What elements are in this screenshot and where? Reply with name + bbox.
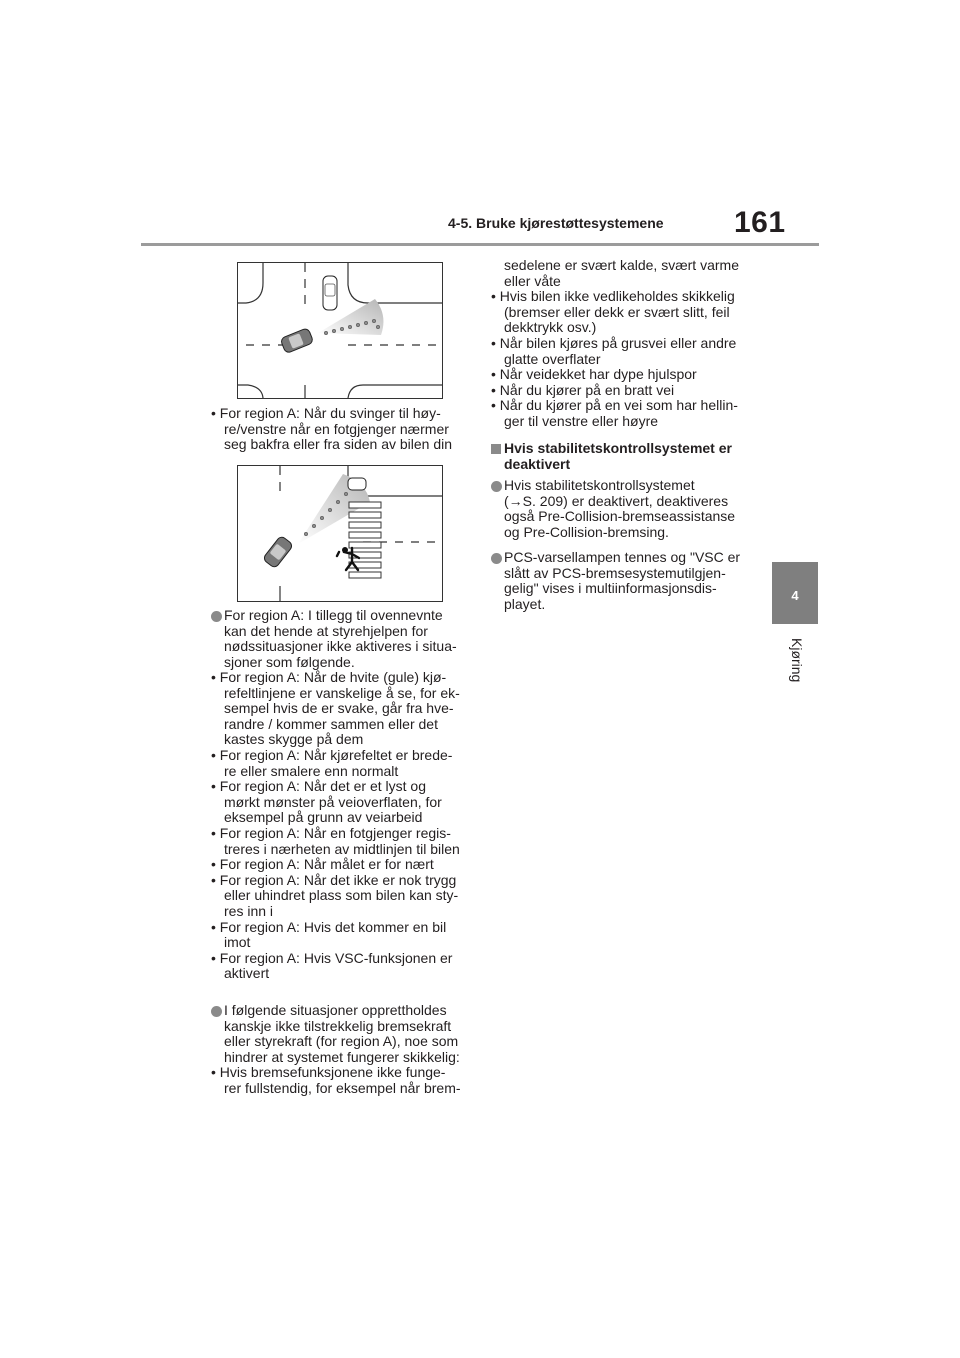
left_column.bullets_steering-line: refeltlinjene er vanskelige å se, for ek- <box>224 684 460 701</box>
right_column.para_stability-line: også Pre-Collision-bremseassistanse <box>504 508 736 525</box>
left_column.bullets_steering-line: imot <box>224 934 251 951</box>
left_column.bullets_steering-line: eller uhindret plass som bilen kan sty- <box>224 887 459 904</box>
left_column.bullets_steering-line: mørkt mønster på veioverflaten, for <box>224 793 442 810</box>
left_column.bullets_steering-line: sempel hvis de er svake, går fra hve- <box>224 700 454 717</box>
right_column.para_pcs-line: slått av PCS-bremsesystemutilgjen- <box>504 564 726 581</box>
bullet-circle-icon <box>211 1006 222 1017</box>
right_column.para_pcs-line: PCS-varsellampen tennes og "VSC er <box>504 549 741 565</box>
left_column.para_braking-line: kanskje ikke tilstrekkelig bremsekraft <box>224 1017 452 1034</box>
right_column.bullets_cont-line: • Hvis bilen ikke vedlikeholdes skikkelig <box>491 288 735 305</box>
heading-square-icon <box>491 444 501 454</box>
left_column.bullets_steering-line: res inn i <box>224 903 274 919</box>
right_column.para_pcs-line: gelig" vises i multiinformasjonsdis- <box>504 580 717 597</box>
left_column.bullets_steering-line: eksempel på grunn av veiarbeid <box>224 809 423 826</box>
illustration-turning-intersection <box>237 262 443 399</box>
section-title: 4-5. Bruke kjørestøttesystemene <box>448 215 664 231</box>
left_column.para_steering-line: For region A: I tillegg til ovennevnte <box>224 607 443 623</box>
right_column.bullets_cont-line: ger til venstre eller høyre <box>504 413 659 429</box>
bullet-circle-icon <box>211 611 222 622</box>
left_column.bullets_steering-line: • For region A: Hvis det kommer en bil <box>211 918 447 935</box>
chapter-tab <box>772 562 818 624</box>
left_column.bullets_steering-line: treres i nærheten av midtlinjen til bilen <box>224 840 460 857</box>
crosswalk-diagram <box>238 466 442 601</box>
left_column.bullets_steering-line: • For region A: Når det ikke er nok trygg <box>211 871 457 888</box>
left_column.para_braking-line: hindrer at systemet fungerer skikkelig: <box>224 1048 460 1065</box>
right_column.para_stability-line: Hvis stabilitetskontrollsystemet <box>504 477 695 493</box>
left_column.bullets_steering-line: re eller smalere enn normalt <box>224 762 399 779</box>
left_column.bullets_steering-line: • For region A: Når en fotgjenger regis- <box>211 825 451 841</box>
left_column.para_steering-line: sjoner som følgende. <box>224 653 355 670</box>
left_column.bullets_steering-line: • For region A: Når målet er for nært <box>211 856 434 873</box>
right_column.heading-line: Hvis stabilitetskontrollsystemet er <box>504 440 732 456</box>
right_column.bullets_cont-line: • Når du kjører på en bratt vei <box>491 381 675 398</box>
right_column.bullets_cont-line: glatte overflater <box>504 350 601 367</box>
bullet-circle-icon <box>491 481 502 492</box>
right_column.para_stability-line: og Pre-Collision-bremsing. <box>504 523 669 540</box>
left_column.bullets_braking-line: rer fullstendig, for eksempel når brem- <box>224 1079 461 1096</box>
left_column.para_braking-line: I følgende situasjoner opprettholdes <box>224 1002 447 1018</box>
chapter-label-box <box>771 638 819 698</box>
left_column.bullet_region_turn-line: re/venstre når en fotgjenger nærmer <box>224 420 449 437</box>
left_column.bullet_region_turn-line: seg bakfra eller fra siden av bilen din <box>224 436 453 453</box>
left_column.bullets_steering-line: kastes skygge på dem <box>224 731 364 748</box>
chapter-label: Kjøring <box>789 638 805 683</box>
left_column.bullets_steering-line: • For region A: Når de hvite (gule) kjø- <box>211 669 447 685</box>
right_column.bullets_cont-line: eller våte <box>504 272 561 289</box>
illustration-pedestrian-crossing <box>237 465 443 602</box>
chapter-number: 4 <box>791 588 799 603</box>
right_column.bullets_cont-line: (bremser eller dekk er svært slitt, feil <box>504 303 730 320</box>
left_column.bullets_steering-line: • For region A: Hvis VSC-funksjonen er <box>211 949 453 966</box>
header-divider <box>141 243 819 246</box>
right_column.heading-line: deaktivert <box>504 455 571 472</box>
right_column.para_stability-line: (→S. 209) er deaktivert, deaktiveres <box>504 492 729 509</box>
page-number: 161 <box>734 206 786 239</box>
left_column.bullets_steering-line: • For region A: Når kjørefeltet er brede- <box>211 747 453 763</box>
right_column.bullets_cont-line: sedelene er svært kalde, svært varme <box>504 257 739 273</box>
intersection-diagram <box>238 263 442 398</box>
left_column.para_steering-line: nødssituasjoner ikke aktiveres i situa- <box>224 638 457 655</box>
bullet-circle-icon <box>491 553 502 564</box>
left_column.bullets_steering-line: randre / kommer sammen eller det <box>224 715 438 732</box>
left_column.bullets_steering-line: • For region A: Når det er et lyst og <box>211 778 426 795</box>
right_column.bullets_cont-line: • Når du kjører på en vei som har hellin- <box>491 397 738 414</box>
left_column.bullets_steering-line: aktivert <box>224 965 270 982</box>
left_column.para_steering-line: kan det hende at styrehjelpen for <box>224 622 428 639</box>
right_column.bullets_cont-line: dekktrykk osv.) <box>504 319 597 336</box>
right_column.bullets_cont-line: • Når veidekket har dype hjulspor <box>491 366 697 383</box>
left_column.para_braking-line: eller styrekraft (for region A), noe som <box>224 1033 459 1050</box>
left_column.bullets_braking-line: • Hvis bremsefunksjonene ikke funge- <box>211 1064 446 1080</box>
left_column.bullet_region_turn-line: • For region A: Når du svinger til høy- <box>211 405 441 421</box>
right_column.para_pcs-line: playet. <box>504 595 546 612</box>
right_column.bullets_cont-line: • Når bilen kjøres på grusvei eller andre <box>491 335 737 351</box>
